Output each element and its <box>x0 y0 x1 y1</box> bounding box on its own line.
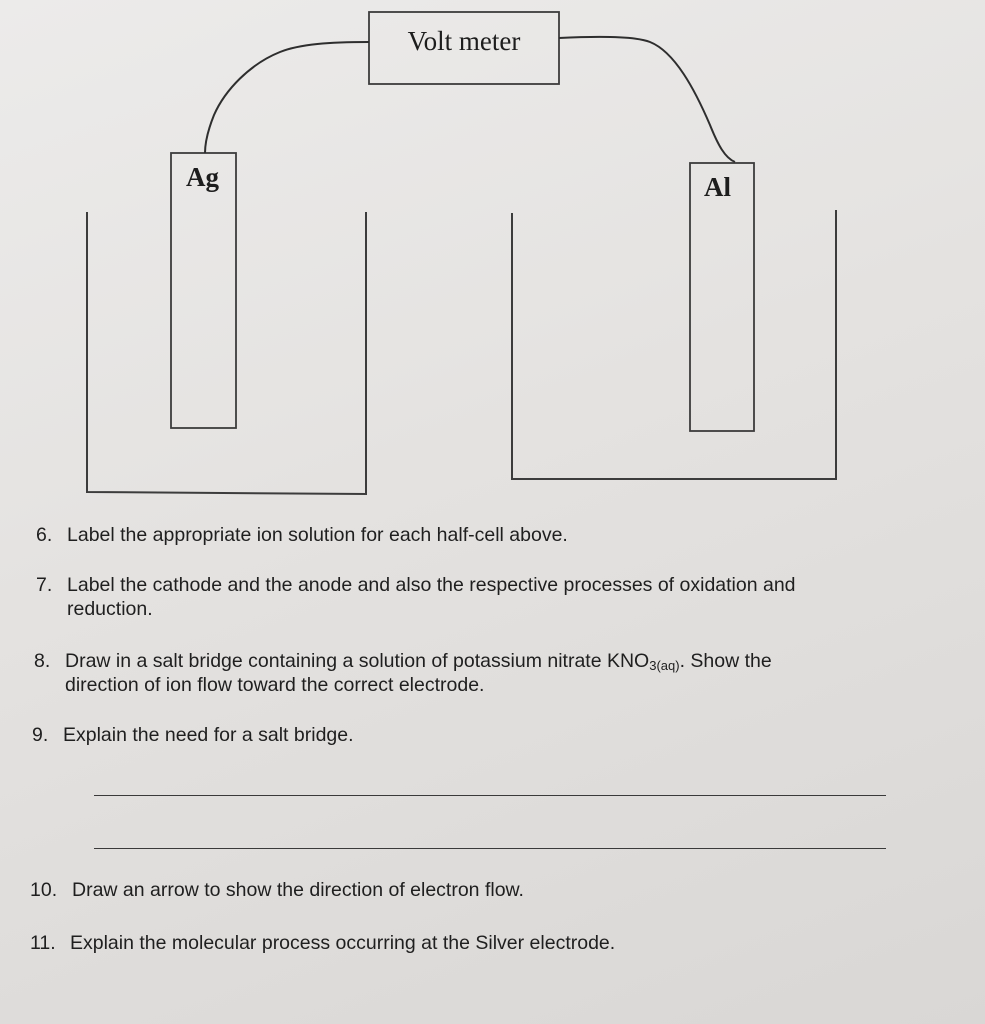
question-9 <box>32 723 354 747</box>
aluminum-electrode <box>690 163 754 431</box>
question-8 <box>34 649 772 696</box>
question-text: Explain the need for a salt bridge. <box>63 724 354 746</box>
answer-line[interactable] <box>94 795 886 796</box>
question-number: 11. <box>30 932 56 954</box>
left-beaker <box>87 212 366 494</box>
question-text: Draw an arrow to show the direction of electron flow. <box>72 879 524 901</box>
question-text: Explain the molecular process occurring at the Silver electrode. <box>70 932 616 954</box>
question-number: 6. <box>36 524 53 546</box>
question-number: 9. <box>32 724 49 746</box>
silver-electrode <box>171 153 236 428</box>
question-10 <box>30 878 524 902</box>
silver-label: Ag <box>186 162 219 192</box>
question-number: 10. <box>30 879 58 901</box>
right-wire <box>559 37 735 162</box>
question-text-line1: Draw in a salt bridge containing a solution of potassium nitrate $KNO_{3(aq)}$. Show the <box>65 650 772 673</box>
voltmeter-label: Volt meter <box>407 26 521 56</box>
question-7 <box>36 573 796 620</box>
aluminum-label: Al <box>704 172 731 202</box>
question-text-line2: direction of ion flow toward the correct electrode. <box>65 674 485 696</box>
question-11 <box>30 931 616 955</box>
right-beaker <box>512 210 836 479</box>
question-number: 8. <box>34 650 51 672</box>
question-text: Label the appropriate ion solution for each half-cell above. <box>67 524 568 546</box>
question-text-line2: reduction. <box>67 598 153 620</box>
question-text-line1: Label the cathode and the anode and also the respective processes of oxidation and <box>67 574 796 596</box>
answer-line[interactable] <box>94 848 886 849</box>
question-number: 7. <box>36 574 53 596</box>
question-6 <box>36 523 568 547</box>
left-wire <box>205 42 369 153</box>
